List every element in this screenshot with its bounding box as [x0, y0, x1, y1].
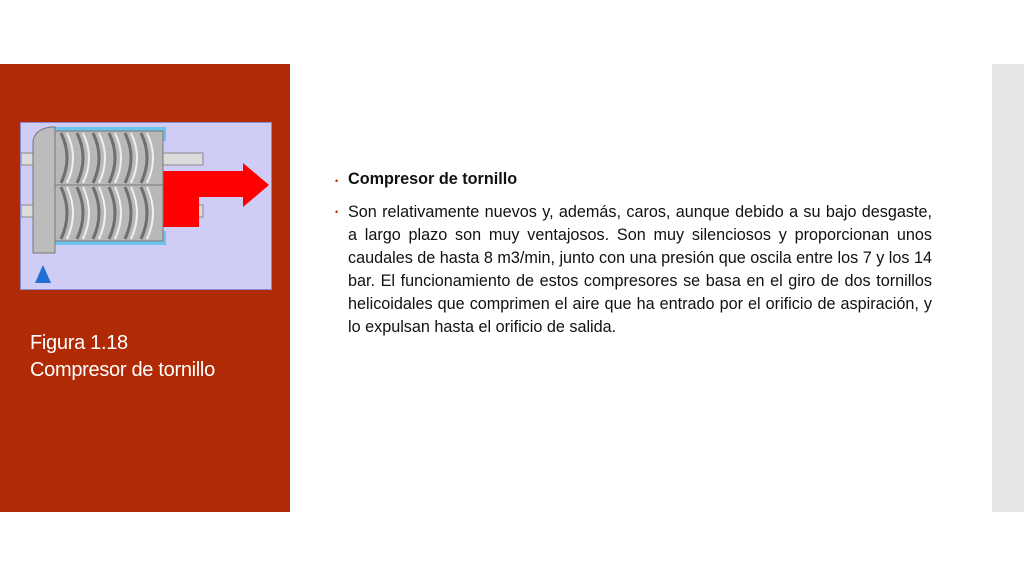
housing-frame	[33, 127, 55, 253]
bullet-item-heading	[334, 170, 932, 189]
bullet-description-text: Son relativamente nuevos y, además, caros, aunque debido a su bajo desgaste, a largo plazo son muy ventajosos. Son muy silenciosos y proporcionan unos caudales de hasta 8 m3/min, junto con una presión que oscila entre los 7 y los 14 bar. El funcionamiento de estos compresores se basa en el giro de dos tornillos helicoidales que comprimen el aire que ha entrado por el orificio de aspiración, y lo expulsan hasta el orificio de salida.	[348, 203, 933, 336]
outlet-arrow-icon	[161, 163, 269, 227]
figure-caption	[30, 330, 215, 384]
screw-compressor-figure	[20, 122, 272, 290]
screw-compressor-illustration	[21, 123, 271, 289]
bullet-item-description	[334, 201, 932, 339]
upper-shaft	[161, 153, 203, 165]
right-side-strip	[992, 64, 1024, 512]
caption-figure-number: Figura 1.18	[30, 332, 128, 354]
bullet-dot-icon: •	[335, 207, 339, 217]
intake-arrow-icon	[35, 265, 51, 283]
bullet-dot-icon: •	[335, 176, 339, 186]
slide-body	[334, 170, 932, 351]
bullet-heading-text: Compresor de tornillo	[348, 170, 518, 188]
caption-figure-title: Compresor de tornillo	[30, 359, 215, 381]
